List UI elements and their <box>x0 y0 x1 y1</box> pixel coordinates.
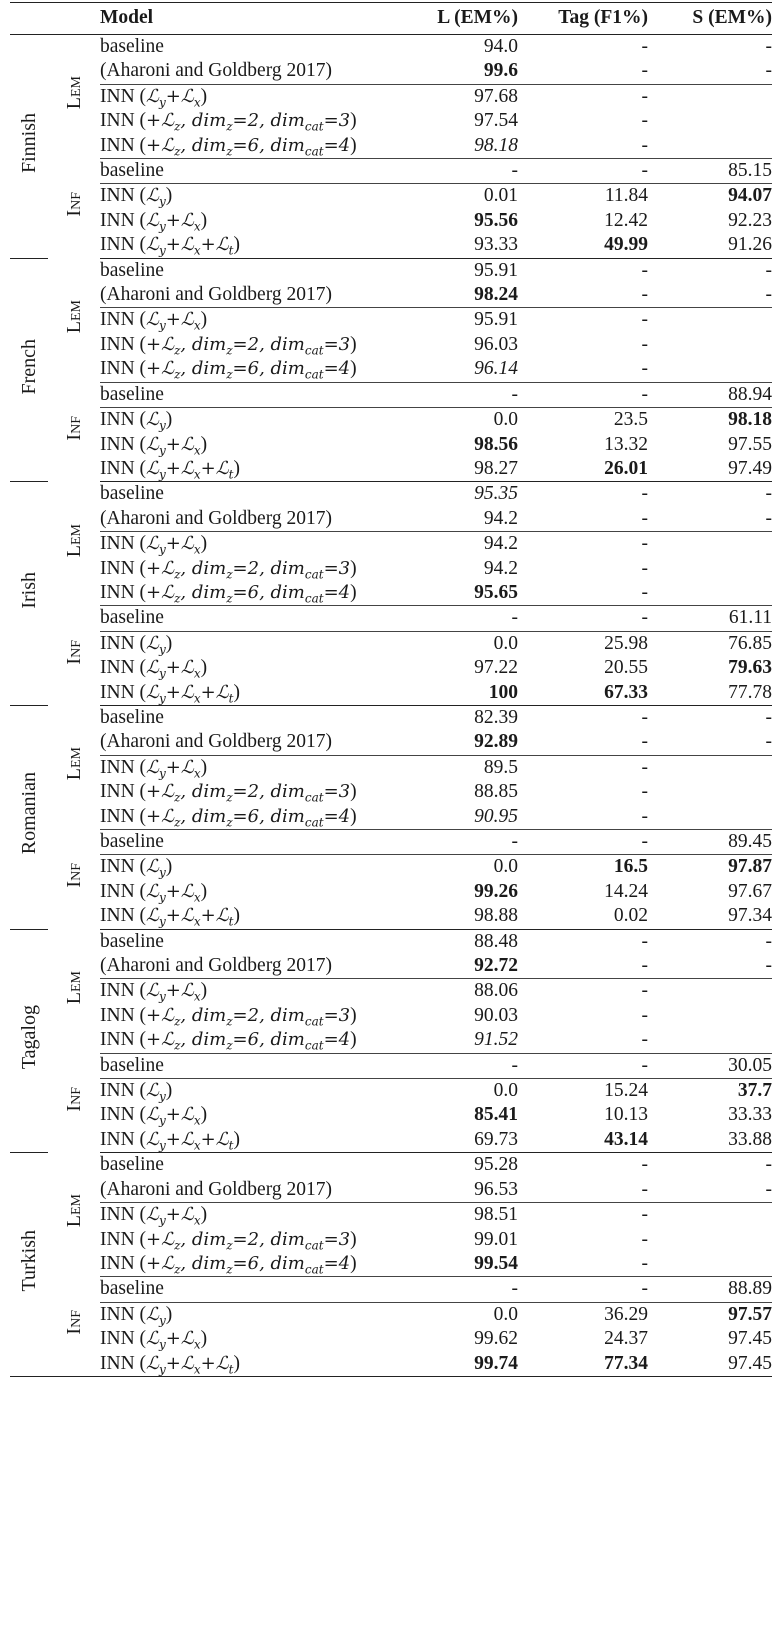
cell-s-em: - <box>648 954 772 979</box>
table-row <box>10 1028 772 1053</box>
cell-tag-f1: - <box>518 357 648 382</box>
language-label: Finnish <box>17 112 40 173</box>
cell-s-em: 37.7 <box>737 1080 772 1102</box>
task-label-lem: Lem <box>62 76 85 110</box>
cell-s-em <box>648 755 772 780</box>
cell-l-em: 94.2 <box>483 557 518 579</box>
model-name-baseline: baseline <box>100 382 392 407</box>
cell-l-em: 0.01 <box>483 185 518 207</box>
model-name-inn-lz-dim6: INN (+ℒ$_z$, dim$_z$=6, dim$_{cat}$=4) <box>100 357 392 382</box>
task-label-inf: Inf <box>62 639 85 665</box>
table-row <box>10 35 772 60</box>
cell-s-em: - <box>765 930 772 952</box>
cell-l-em: 95.56 <box>474 209 518 231</box>
cell-l-em: 93.33 <box>392 233 518 258</box>
cell-tag-f1: - <box>641 557 648 579</box>
table-row <box>10 557 772 581</box>
table-row <box>10 333 772 357</box>
cell-l-em: 99.26 <box>474 880 518 902</box>
cell-s-em: 61.11 <box>648 606 772 631</box>
model-name-baseline: baseline <box>100 1053 392 1078</box>
cell-s-em <box>648 979 772 1004</box>
table-row <box>10 705 772 730</box>
model-name-baseline: baseline <box>100 259 164 281</box>
cell-tag-f1: - <box>641 930 648 952</box>
cell-l-em: 94.2 <box>392 507 518 532</box>
table-row <box>10 755 772 780</box>
header-tag-f1: Tag (F1%) <box>518 3 648 35</box>
cell-l-em: 0.0 <box>493 1303 518 1325</box>
cell-tag-f1: 49.99 <box>518 233 648 258</box>
cell-l-em: 99.01 <box>474 1228 518 1250</box>
cell-l-em: 92.72 <box>392 954 518 979</box>
model-name-inn-lz-dim6: INN (+ℒ$_z$, dim$_z$=6, dim$_{cat}$=4) <box>100 134 392 159</box>
cell-l-em: 99.62 <box>474 1328 518 1350</box>
model-name-baseline: baseline <box>100 1277 392 1302</box>
cell-l-em: 0.0 <box>493 409 518 431</box>
model-name-aharoni-goldberg: (Aharoni and Goldberg 2017) <box>100 283 392 308</box>
language-label: French <box>17 338 40 395</box>
cell-s-em: 94.07 <box>728 185 772 207</box>
table-row <box>10 507 772 532</box>
model-name-inn-ly-lx-lt: INN (ℒ$_y$+ℒ$_x$+ℒ$_t$) <box>100 1352 392 1377</box>
cell-tag-f1: - <box>641 110 648 132</box>
cell-l-em: 91.52 <box>392 1028 518 1053</box>
cell-l-em: 95.35 <box>474 483 518 505</box>
cell-l-em: 88.06 <box>474 980 518 1002</box>
cell-tag-f1: - <box>518 1178 648 1203</box>
model-name-inn-ly-lx-lt: INN (ℒ$_y$+ℒ$_x$+ℒ$_t$) <box>100 1128 392 1153</box>
cell-tag-f1: - <box>641 36 648 57</box>
cell-tag-f1: 11.84 <box>604 185 648 207</box>
cell-s-em <box>648 581 772 606</box>
cell-tag-f1: - <box>641 1154 648 1176</box>
table-row <box>10 209 772 233</box>
table-row <box>10 830 772 855</box>
cell-tag-f1: 13.32 <box>604 433 648 455</box>
table-row <box>10 109 772 133</box>
cell-l-em: 0.0 <box>493 856 518 878</box>
model-name-aharoni-goldberg: (Aharoni and Goldberg 2017) <box>100 954 392 979</box>
cell-tag-f1: - <box>641 706 648 728</box>
cell-tag-f1: - <box>641 781 648 803</box>
cell-s-em: 77.78 <box>648 681 772 706</box>
model-name-inn-ly: INN (ℒ$_y$) <box>100 856 173 880</box>
cell-tag-f1: 20.55 <box>604 657 648 679</box>
cell-s-em: - <box>765 259 772 281</box>
table-row <box>10 457 772 482</box>
table-row <box>10 681 772 706</box>
cell-s-em: 97.57 <box>728 1303 772 1325</box>
table-row <box>10 357 772 382</box>
cell-l-em: 96.53 <box>392 1178 518 1203</box>
header-s-em: S (EM%) <box>648 3 772 35</box>
cell-l-em: 98.24 <box>392 283 518 308</box>
cell-tag-f1: - <box>641 483 648 505</box>
table-row <box>10 283 772 308</box>
cell-l-em: 97.54 <box>474 110 518 132</box>
model-name-inn-ly-lx-lt: INN (ℒ$_y$+ℒ$_x$+ℒ$_t$) <box>100 233 392 258</box>
cell-s-em <box>648 134 772 159</box>
cell-tag-f1: - <box>518 59 648 84</box>
cell-tag-f1: 14.24 <box>604 880 648 902</box>
table-row <box>10 1004 772 1028</box>
table-row <box>10 880 772 904</box>
cell-s-em: - <box>765 483 772 505</box>
table-row <box>10 233 772 258</box>
model-name-inn-ly-lx: INN (ℒ$_y$+ℒ$_x$) <box>100 657 208 681</box>
model-name-inn-ly-lx: INN (ℒ$_y$+ℒ$_x$) <box>100 980 208 1005</box>
model-name-inn-lz-dim6: INN (+ℒ$_z$, dim$_z$=6, dim$_{cat}$=4) <box>100 1028 392 1053</box>
model-name-aharoni-goldberg: (Aharoni and Goldberg 2017) <box>100 1178 392 1203</box>
table-row <box>10 1079 772 1104</box>
cell-tag-f1: 24.37 <box>604 1328 648 1350</box>
model-name-baseline: baseline <box>100 159 392 184</box>
cell-s-em: - <box>765 36 772 57</box>
model-name-baseline: baseline <box>100 930 164 952</box>
cell-tag-f1: - <box>641 333 648 355</box>
cell-l-em: 82.39 <box>474 706 518 728</box>
cell-s-em: 92.23 <box>728 209 772 231</box>
table-row <box>10 1153 772 1178</box>
table-row <box>10 929 772 954</box>
cell-l-em: - <box>392 159 518 184</box>
cell-s-em: - <box>648 283 772 308</box>
cell-s-em: 33.33 <box>728 1104 772 1126</box>
cell-l-em: 89.5 <box>483 756 518 778</box>
table-row <box>10 631 772 656</box>
cell-l-em: 98.88 <box>392 904 518 929</box>
model-name-inn-ly: INN (ℒ$_y$) <box>100 185 173 210</box>
table-row <box>10 1128 772 1153</box>
task-label-inf: Inf <box>62 416 85 441</box>
cell-tag-f1: 15.24 <box>604 1080 648 1102</box>
task-label-lem: Lem <box>62 299 85 334</box>
table-row <box>10 606 772 631</box>
cell-tag-f1: - <box>518 805 648 830</box>
language-label: Turkish <box>17 1230 40 1292</box>
cell-s-em: 85.15 <box>648 159 772 184</box>
model-name-inn-ly-lx: INN (ℒ$_y$+ℒ$_x$) <box>100 85 208 110</box>
model-name-inn-ly: INN (ℒ$_y$) <box>100 1080 173 1104</box>
cell-s-em: 97.45 <box>728 1328 772 1350</box>
model-name-inn-lz-dim2: INN (+ℒ$_z$, dim$_z$=2, dim$_{cat}$=3) <box>100 333 357 358</box>
cell-l-em: 99.74 <box>392 1352 518 1377</box>
cell-s-em: 76.85 <box>728 632 772 654</box>
table-row <box>10 1352 772 1377</box>
cell-tag-f1: - <box>518 581 648 606</box>
table-row <box>10 59 772 84</box>
cell-tag-f1: - <box>641 1228 648 1250</box>
cell-tag-f1: - <box>518 1028 648 1053</box>
table-row <box>10 1178 772 1203</box>
cell-l-em: 97.22 <box>474 657 518 679</box>
cell-tag-f1: 67.33 <box>518 681 648 706</box>
task-label-lem: Lem <box>62 523 85 557</box>
cell-tag-f1: - <box>518 159 648 184</box>
cell-s-em <box>648 1028 772 1053</box>
cell-tag-f1: - <box>641 309 648 331</box>
model-name-inn-ly: INN (ℒ$_y$) <box>100 1303 173 1328</box>
table-row <box>10 855 772 880</box>
table-row <box>10 1203 772 1228</box>
cell-l-em: 95.65 <box>392 581 518 606</box>
language-label: Tagalog <box>17 1005 40 1070</box>
cell-s-em: 97.87 <box>728 856 772 878</box>
cell-s-em: 88.94 <box>648 382 772 407</box>
cell-s-em: - <box>765 1154 772 1176</box>
cell-s-em: 79.63 <box>728 657 772 679</box>
cell-s-em: 88.89 <box>648 1277 772 1302</box>
model-name-inn-ly-lx-lt: INN (ℒ$_y$+ℒ$_x$+ℒ$_t$) <box>100 457 392 482</box>
table-row <box>10 1053 772 1078</box>
language-label: Irish <box>17 571 40 609</box>
header-row <box>10 3 772 35</box>
cell-tag-f1: - <box>518 507 648 532</box>
model-name-inn-ly: INN (ℒ$_y$) <box>100 632 173 657</box>
table-row <box>10 1103 772 1127</box>
table-row <box>10 979 772 1004</box>
model-name-inn-ly: INN (ℒ$_y$) <box>100 409 173 433</box>
cell-tag-f1: - <box>518 283 648 308</box>
model-name-inn-lz-dim6: INN (+ℒ$_z$, dim$_z$=6, dim$_{cat}$=4) <box>100 805 392 830</box>
cell-s-em: 97.45 <box>648 1352 772 1377</box>
model-name-inn-lz-dim2: INN (+ℒ$_z$, dim$_z$=2, dim$_{cat}$=3) <box>100 110 357 134</box>
model-name-baseline: baseline <box>100 830 392 855</box>
cell-s-em <box>648 308 772 333</box>
cell-l-em: 94.0 <box>483 36 518 57</box>
cell-l-em: - <box>392 1277 518 1302</box>
table-row <box>10 159 772 184</box>
cell-l-em: 0.0 <box>493 632 518 654</box>
header-l-em: L (EM%) <box>392 3 518 35</box>
cell-s-em <box>648 780 772 804</box>
table-row <box>10 134 772 159</box>
task-label-inf: Inf <box>62 1310 85 1335</box>
cell-tag-f1: - <box>518 606 648 631</box>
cell-l-em: 99.6 <box>392 59 518 84</box>
cell-l-em: 96.14 <box>392 357 518 382</box>
model-name-inn-ly-lx-lt: INN (ℒ$_y$+ℒ$_x$+ℒ$_t$) <box>100 681 392 706</box>
cell-l-em: 98.51 <box>474 1204 518 1226</box>
table-row <box>10 84 772 109</box>
cell-l-em: 96.03 <box>474 333 518 355</box>
cell-s-em: 30.05 <box>648 1053 772 1078</box>
table-row <box>10 656 772 680</box>
task-label-inf: Inf <box>62 1086 85 1112</box>
cell-tag-f1: - <box>641 85 648 107</box>
task-label-lem: Lem <box>62 970 85 1005</box>
cell-s-em: - <box>648 59 772 84</box>
table-row <box>10 258 772 283</box>
cell-l-em: 95.28 <box>474 1154 518 1176</box>
task-label-inf: Inf <box>62 863 85 888</box>
cell-l-em: 92.89 <box>392 730 518 755</box>
cell-s-em: 91.26 <box>648 233 772 258</box>
cell-s-em: 97.49 <box>648 457 772 482</box>
cell-tag-f1: - <box>518 730 648 755</box>
cell-s-em: - <box>648 507 772 532</box>
cell-l-em: - <box>392 830 518 855</box>
model-name-inn-lz-dim6: INN (+ℒ$_z$, dim$_z$=6, dim$_{cat}$=4) <box>100 581 392 606</box>
cell-tag-f1: - <box>518 1053 648 1078</box>
cell-tag-f1: 16.5 <box>613 856 648 878</box>
cell-s-em: 89.45 <box>648 830 772 855</box>
cell-tag-f1: 10.13 <box>604 1104 648 1126</box>
cell-tag-f1: 23.5 <box>613 409 648 431</box>
cell-tag-f1: 77.34 <box>518 1352 648 1377</box>
cell-s-em <box>648 1228 772 1252</box>
model-name-inn-ly-lx: INN (ℒ$_y$+ℒ$_x$) <box>100 433 208 458</box>
table-row <box>10 1277 772 1302</box>
cell-l-em: 99.54 <box>392 1252 518 1277</box>
cell-l-em: 98.56 <box>474 433 518 455</box>
cell-l-em: 94.2 <box>483 533 518 555</box>
cell-tag-f1: - <box>518 1277 648 1302</box>
cell-s-em <box>648 1004 772 1028</box>
model-name-inn-lz-dim2: INN (+ℒ$_z$, dim$_z$=2, dim$_{cat}$=3) <box>100 781 357 805</box>
cell-s-em <box>648 1203 772 1228</box>
model-name-baseline: baseline <box>100 36 164 57</box>
model-name-inn-lz-dim2: INN (+ℒ$_z$, dim$_z$=2, dim$_{cat}$=3) <box>100 557 357 582</box>
cell-tag-f1: - <box>641 980 648 1002</box>
cell-tag-f1: - <box>518 134 648 159</box>
model-name-baseline: baseline <box>100 1154 164 1176</box>
language-label: Romanian <box>17 772 40 855</box>
cell-tag-f1: - <box>518 830 648 855</box>
cell-s-em <box>648 333 772 357</box>
model-name-inn-ly-lx: INN (ℒ$_y$+ℒ$_x$) <box>100 880 208 905</box>
cell-l-em: 85.41 <box>474 1104 518 1126</box>
table-row <box>10 1252 772 1277</box>
cell-tag-f1: 36.29 <box>604 1303 648 1325</box>
cell-l-em: 88.85 <box>474 781 518 803</box>
cell-s-em <box>648 532 772 557</box>
cell-tag-f1: 0.02 <box>518 904 648 929</box>
cell-l-em: 95.91 <box>474 309 518 331</box>
cell-tag-f1: - <box>641 1004 648 1026</box>
cell-l-em: - <box>392 382 518 407</box>
cell-s-em <box>648 109 772 133</box>
table-row <box>10 730 772 755</box>
cell-l-em: 95.91 <box>474 259 518 281</box>
table-row <box>10 1327 772 1351</box>
cell-l-em: 98.18 <box>392 134 518 159</box>
model-name-aharoni-goldberg: (Aharoni and Goldberg 2017) <box>100 507 392 532</box>
model-name-inn-ly-lx: INN (ℒ$_y$+ℒ$_x$) <box>100 309 208 334</box>
table-row <box>10 904 772 929</box>
cell-s-em: - <box>648 1178 772 1203</box>
cell-s-em <box>648 1252 772 1277</box>
table-row <box>10 532 772 557</box>
cell-l-em: 90.95 <box>392 805 518 830</box>
model-name-inn-ly-lx: INN (ℒ$_y$+ℒ$_x$) <box>100 1328 208 1352</box>
model-name-inn-ly-lx-lt: INN (ℒ$_y$+ℒ$_x$+ℒ$_t$) <box>100 904 392 929</box>
model-name-baseline: baseline <box>100 606 392 631</box>
model-name-aharoni-goldberg: (Aharoni and Goldberg 2017) <box>100 59 392 84</box>
cell-tag-f1: - <box>641 259 648 281</box>
model-name-inn-lz-dim6: INN (+ℒ$_z$, dim$_z$=6, dim$_{cat}$=4) <box>100 1252 392 1277</box>
model-name-inn-lz-dim2: INN (+ℒ$_z$, dim$_z$=2, dim$_{cat}$=3) <box>100 1004 357 1029</box>
table-row <box>10 581 772 606</box>
cell-s-em: 98.18 <box>728 409 772 431</box>
model-name-aharoni-goldberg: (Aharoni and Goldberg 2017) <box>100 730 392 755</box>
cell-s-em: 97.34 <box>648 904 772 929</box>
task-label-lem: Lem <box>62 1194 85 1228</box>
cell-l-em: - <box>392 1053 518 1078</box>
cell-l-em: 100 <box>392 681 518 706</box>
cell-s-em <box>648 84 772 109</box>
cell-s-em: - <box>648 730 772 755</box>
cell-s-em <box>648 357 772 382</box>
cell-l-em: 98.27 <box>392 457 518 482</box>
table-row <box>10 184 772 209</box>
model-name-baseline: baseline <box>100 706 164 728</box>
cell-l-em: 0.0 <box>493 1080 518 1102</box>
task-label-lem: Lem <box>62 747 85 781</box>
results-table <box>10 2 772 1377</box>
cell-tag-f1: - <box>641 756 648 778</box>
cell-l-em: 88.48 <box>474 930 518 952</box>
model-name-inn-ly-lx: INN (ℒ$_y$+ℒ$_x$) <box>100 756 208 781</box>
table-row <box>10 382 772 407</box>
cell-tag-f1: 12.42 <box>604 209 648 231</box>
cell-s-em: 33.88 <box>648 1128 772 1153</box>
model-name-inn-ly-lx: INN (ℒ$_y$+ℒ$_x$) <box>100 1104 208 1129</box>
model-name-inn-ly-lx: INN (ℒ$_y$+ℒ$_x$) <box>100 209 208 234</box>
table-row <box>10 433 772 457</box>
table-row <box>10 308 772 333</box>
cell-tag-f1: - <box>641 1204 648 1226</box>
cell-tag-f1: 25.98 <box>604 632 648 654</box>
cell-tag-f1: - <box>518 1252 648 1277</box>
cell-tag-f1: 26.01 <box>518 457 648 482</box>
model-name-inn-ly-lx: INN (ℒ$_y$+ℒ$_x$) <box>100 1204 208 1228</box>
table-row <box>10 408 772 433</box>
cell-s-em <box>648 805 772 830</box>
cell-l-em: 90.03 <box>474 1004 518 1026</box>
cell-s-em: - <box>765 706 772 728</box>
cell-s-em: 97.67 <box>728 880 772 902</box>
cell-tag-f1: - <box>641 533 648 555</box>
model-name-inn-ly-lx: INN (ℒ$_y$+ℒ$_x$) <box>100 533 208 557</box>
table-body <box>10 35 772 1377</box>
table-row <box>10 482 772 507</box>
cell-l-em: 97.68 <box>474 85 518 107</box>
cell-s-em: 97.55 <box>728 433 772 455</box>
header-model: Model <box>100 3 392 35</box>
task-label-inf: Inf <box>62 192 85 217</box>
table-row <box>10 805 772 830</box>
table-row <box>10 780 772 804</box>
cell-s-em <box>648 557 772 581</box>
model-name-inn-lz-dim2: INN (+ℒ$_z$, dim$_z$=2, dim$_{cat}$=3) <box>100 1228 357 1253</box>
model-name-baseline: baseline <box>100 483 164 505</box>
cell-tag-f1: - <box>518 954 648 979</box>
table-row <box>10 954 772 979</box>
cell-tag-f1: 43.14 <box>518 1128 648 1153</box>
table-row <box>10 1228 772 1252</box>
cell-tag-f1: - <box>518 382 648 407</box>
cell-l-em: 69.73 <box>392 1128 518 1153</box>
cell-l-em: - <box>392 606 518 631</box>
table-row <box>10 1302 772 1327</box>
